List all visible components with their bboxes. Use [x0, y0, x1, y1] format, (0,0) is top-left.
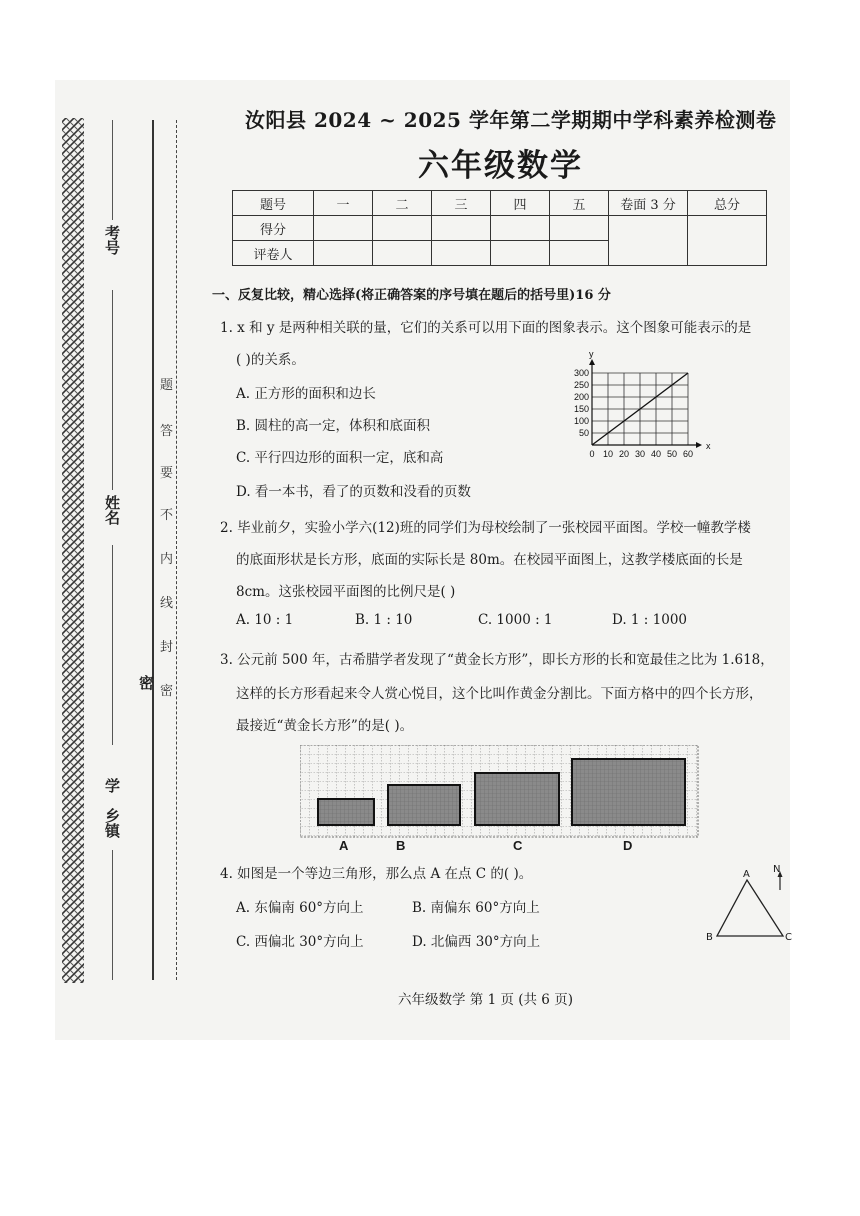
grader-cell[interactable]: [432, 241, 491, 266]
score-row-label: 得分: [233, 216, 314, 241]
x-axis-label: x: [706, 441, 711, 451]
triangle-label-b: B: [706, 932, 713, 943]
y-tick-label: 200: [573, 392, 589, 402]
seal-char: 内: [160, 552, 174, 567]
question-1-option-a[interactable]: A. 正方形的面积和边长: [236, 386, 376, 402]
question-3-line1: 3. 公元前 500 年，古希腊学者发现了“黄金长方形”，即长方形的长和宽最佳之比为 1.618，: [220, 652, 774, 668]
question-2-line1: 2. 毕业前夕，实验小学六(12)班的同学们为母校绘制了一张校园平面图。学校一幢教学楼: [220, 520, 751, 536]
score-cell[interactable]: [491, 216, 550, 241]
binding-dashed-line: [176, 120, 177, 980]
seal-char: 答: [160, 424, 174, 439]
rect-label-a: A: [339, 838, 349, 853]
x-axis-arrow-icon: [696, 442, 702, 448]
grader-cell[interactable]: [550, 241, 609, 266]
rect-a: [318, 799, 374, 825]
question-3-grid-figure: [300, 745, 700, 855]
exam-title: 汝阳县 2024 ~ 2025 学年第二学期期中学科素养检测卷: [245, 108, 777, 132]
question-2-line3: 8cm。这张校园平面图的比例尺是( ): [236, 584, 456, 600]
y-axis-arrow-icon: [589, 359, 595, 365]
rect-label-b: B: [396, 838, 406, 853]
question-4-line1: 4. 如图是一个等边三角形，那么点 A 在点 C 的( )。: [220, 866, 533, 882]
rect-label-d: D: [623, 838, 633, 853]
question-1-line1: 1. x 和 y 是两种相关联的量，它们的关系可以用下面的图象表示。这个图象可能表示的是: [220, 320, 752, 336]
score-header-cell: 卷面 3 分: [609, 191, 688, 216]
score-cell[interactable]: [550, 216, 609, 241]
score-header-cell: 五: [550, 191, 609, 216]
score-header-cell: 二: [373, 191, 432, 216]
grader-cell[interactable]: [491, 241, 550, 266]
question-2-line2: 的底面形状是长方形，底面的实际长是 80m。在校园平面图上，这教学楼底面的长是: [236, 552, 743, 568]
xingming-label: 姓名: [103, 495, 121, 525]
question-4-option-b[interactable]: B. 南偏东 60°方向上: [412, 900, 540, 916]
triangle-label-a: A: [743, 869, 750, 880]
grader-cell[interactable]: [314, 241, 373, 266]
rect-c: [475, 773, 559, 825]
x-tick-label: 10: [602, 449, 614, 459]
score-cell[interactable]: [688, 216, 767, 266]
x-tick-label: 60: [682, 449, 694, 459]
section-title: 一、反复比较，精心选择(将正确答案的序号填在题后的括号里)16 分: [212, 288, 611, 303]
x-tick-label: 50: [666, 449, 678, 459]
north-label: N: [773, 864, 781, 875]
question-3-line2: 这样的长方形看起来令人赏心悦目，这个比叫作黄金分割比。下面方格中的四个长方形，: [236, 686, 763, 702]
question-2-option-b[interactable]: B. 1 : 10: [355, 612, 413, 628]
score-header-cell: 总分: [688, 191, 767, 216]
seal-char: 密: [160, 684, 174, 699]
subject-title: 六年级数学: [418, 148, 583, 184]
score-table: [232, 190, 767, 266]
question-4-option-c[interactable]: C. 西偏北 30°方向上: [236, 934, 364, 950]
page-footer: 六年级数学 第 1 页 (共 6 页): [398, 992, 573, 1008]
question-4-option-d[interactable]: D. 北偏西 30°方向上: [412, 934, 541, 950]
y-tick-label: 100: [573, 416, 589, 426]
question-2-option-d[interactable]: D. 1 : 1000: [612, 612, 688, 628]
y-tick-label: 150: [573, 404, 589, 414]
seal-char: 题: [160, 378, 174, 393]
rect-b: [388, 785, 460, 825]
score-header-cell: 一: [314, 191, 373, 216]
x-tick-label: 30: [634, 449, 646, 459]
xuexiao-label: 学: [103, 778, 121, 793]
question-1-line2: ( )的关系。: [236, 352, 305, 368]
question-2-option-a[interactable]: A. 10 : 1: [236, 612, 294, 628]
score-cell[interactable]: [314, 216, 373, 241]
x-tick-label: 0: [589, 449, 595, 459]
xuexiao-blank: [112, 545, 113, 745]
y-tick-label: 50: [578, 428, 589, 438]
question-2-option-c[interactable]: C. 1000 : 1: [478, 612, 553, 628]
triangle-label-c: C: [785, 932, 792, 943]
xiangzhen-blank: [112, 850, 113, 980]
xingming-blank: [112, 290, 113, 490]
kaohao-label: 考号: [103, 225, 121, 255]
score-cell[interactable]: [432, 216, 491, 241]
seal-char: 线: [160, 596, 174, 611]
x-tick-label: 20: [618, 449, 630, 459]
y-axis-label: y: [589, 349, 594, 359]
score-cell[interactable]: [373, 216, 432, 241]
score-header-cell: 四: [491, 191, 550, 216]
score-header-cell: 题号: [233, 191, 314, 216]
y-tick-label: 250: [573, 380, 589, 390]
score-cell[interactable]: [609, 216, 688, 266]
score-header-cell: 三: [432, 191, 491, 216]
question-1-option-b[interactable]: B. 圆柱的高一定，体积和底面积: [236, 418, 431, 434]
question-4-option-a[interactable]: A. 东偏南 60°方向上: [236, 900, 364, 916]
score-row-label: 评卷人: [233, 241, 314, 266]
kaohao-blank: [112, 120, 113, 220]
grader-cell[interactable]: [373, 241, 432, 266]
seal-char: 封: [160, 640, 174, 655]
rect-label-c: C: [513, 838, 523, 853]
seal-char: 要: [160, 466, 174, 481]
mi-label: 密: [137, 675, 155, 690]
x-tick-label: 40: [650, 449, 662, 459]
question-1-line-chart: [560, 345, 720, 470]
question-4-triangle: [705, 870, 795, 945]
binding-solid-line: [152, 120, 154, 980]
seal-char: 不: [160, 508, 174, 523]
question-1-option-d[interactable]: D. 看一本书，看了的页数和没看的页数: [236, 484, 471, 500]
question-1-option-c[interactable]: C. 平行四边形的面积一定，底和高: [236, 450, 444, 466]
xiangzhen-label: 乡镇: [103, 808, 121, 838]
binding-hatch-strip: [58, 118, 88, 988]
rect-d: [572, 759, 685, 825]
question-3-line3: 最接近“黄金长方形”的是( )。: [236, 718, 414, 734]
y-tick-label: 300: [573, 368, 589, 378]
